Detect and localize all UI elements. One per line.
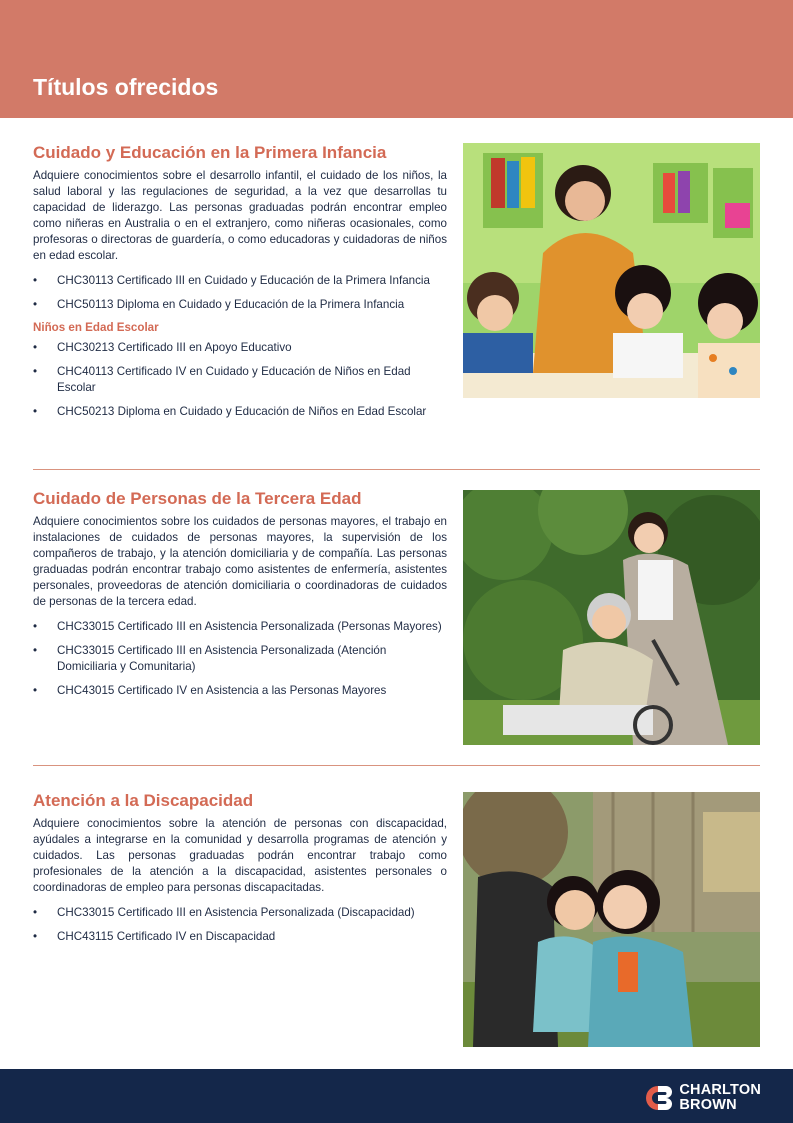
section-title: Cuidado y Educación en la Primera Infancia	[33, 143, 387, 162]
photo-teacher-children	[463, 143, 760, 398]
course-item: • CHC30213 Certificado III en Apoyo Educativo	[33, 340, 447, 356]
section-subheading: Niños en Edad Escolar	[33, 321, 159, 335]
page-title: Títulos ofrecidos	[33, 74, 219, 100]
page-header	[0, 0, 793, 118]
course-item: • CHC30113 Certificado III en Cuidado y Educación de la Primera Infancia	[33, 273, 447, 289]
logo-line-1: CHARLTON	[679, 1082, 761, 1098]
course-item: • CHC33015 Certificado III en Asistencia Personalizada (Atención Domiciliaria y Comunitaria)	[33, 643, 447, 675]
course-item: • CHC33015 Certificado III en Asistencia Personalizada (Discapacidad)	[33, 905, 447, 921]
charlton-brown-logo-icon	[644, 1083, 674, 1113]
course-item: • CHC50113 Diploma en Cuidado y Educación de la Primera Infancia	[33, 297, 447, 313]
section-description: Adquiere conocimientos sobre la atención de personas con discapacidad, ayúdales a integrarse en la comunidad y desarrolla programas de atención y cuidados. Las personas graduadas podrán encontrar trabajo como profesionales de la atención a la discapacidad, asistentes personales o coordinadoras de empleo para personas discapacitadas.	[33, 817, 447, 895]
section-description: Adquiere conocimientos sobre el desarrollo infantil, el cuidado de los niños, la salud laboral y las regulaciones de seguridad, a la vez que desarrollas tu capacidad de liderazgo. Las personas graduadas podrán encontrar empleo como niñeras en Australia o en el extranjero, como niñeras ocasionales, como profesoras o directoras de guardería, o como educadoras y cuidadoras de niños en edad escolar.	[33, 169, 447, 263]
course-item: • CHC43115 Certificado IV en Discapacidad	[33, 929, 447, 945]
photo-carer-young-person	[463, 792, 760, 1047]
sub-course-list	[33, 340, 447, 420]
logo-line-2: BROWN	[679, 1097, 737, 1113]
section-title: Cuidado de Personas de la Tercera Edad	[33, 489, 362, 508]
course-item: • CHC43015 Certificado IV en Asistencia a las Personas Mayores	[33, 683, 447, 699]
course-item: • CHC40113 Certificado IV en Cuidado y Educación de Niños en Edad Escolar	[33, 364, 447, 396]
course-item: • CHC50213 Diploma en Cuidado y Educación de Niños en Edad Escolar	[33, 404, 447, 420]
teacher-children-illustration	[463, 143, 760, 398]
section-title: Atención a la Discapacidad	[33, 791, 254, 810]
course-list	[33, 905, 447, 945]
course-item: • CHC33015 Certificado III en Asistencia Personalizada (Personas Mayores)	[33, 619, 447, 635]
section-divider	[33, 765, 760, 766]
carer-young-person-illustration	[463, 792, 760, 1047]
course-list	[33, 619, 447, 699]
section-aged-care	[33, 489, 447, 707]
logo-wordmark	[679, 1083, 761, 1113]
charlton-brown-logo	[644, 1083, 761, 1113]
photo-caregiver-elderly	[463, 490, 760, 745]
section-early-childhood	[33, 143, 447, 428]
section-description: Adquiere conocimientos sobre los cuidados de personas mayores, el trabajo en instalaciones de cuidados de personas mayores, la supervisión de los compañeros de trabajo, y la atención domiciliaria y de compañía. Las personas graduadas podrán encontrar trabajo como asistentes de enfermería, asistentes personales, proveedoras de atención domiciliaria o coordinadoras de cuidados de personas de la tercera edad.	[33, 515, 447, 609]
section-disability-care	[33, 791, 447, 953]
section-divider	[33, 469, 760, 470]
course-list	[33, 273, 447, 313]
page-footer	[0, 1069, 793, 1123]
caregiver-elderly-illustration	[463, 490, 760, 745]
